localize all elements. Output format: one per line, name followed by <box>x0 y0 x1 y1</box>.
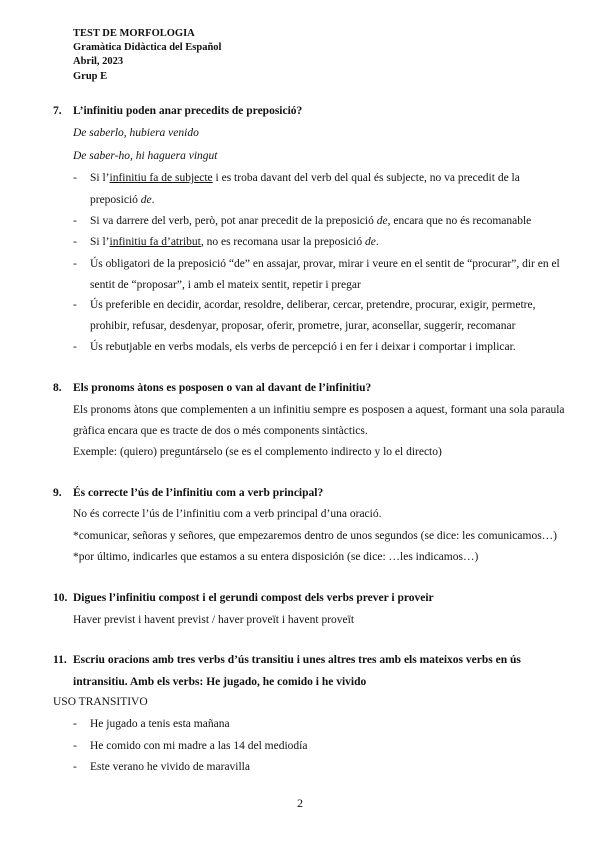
q10-number: 10. <box>53 592 68 604</box>
dash-marker: - <box>73 215 77 227</box>
q9-number: 9. <box>53 487 62 499</box>
q9-example-2: *por último, indicarles que estamos a su entera disposición (se dice: …les indicamos…) <box>73 551 479 563</box>
dash-marker: - <box>73 299 77 311</box>
q8-title: Els pronoms àtons es posposen o van al davant de l’infinitiu? <box>73 382 372 394</box>
header-title: TEST DE MORFOLOGIA <box>73 28 195 39</box>
q9-example-1: *comunicar, señoras y señores, que empezaremos dentro de unos segundos (se dice: les comunicamos…) <box>73 530 557 542</box>
q11-title-line-2: intransitiu. Amb els verbs: He jugado, he comido i he vivido <box>73 676 367 688</box>
document-page: TEST DE MORFOLOGIA Gramàtica Didàctica del Español Abril, 2023 Grup E 7. L’infinitiu poden anar precedits de preposició? De saberlo, hubiera venido De saber-ho, hi haguera vingut - Si l’infinitiu fa de subjecte i es troba davant del verb del qual és subjecte, no va precedit de la preposició de. - Si va darrere del verb, però, pot anar precedit de la preposició de, encara que no és recomanable - Si l’infinitiu fa d’atribut, no es recomana usar la preposició de. - Ús obligatori de la preposició “de” en assajar, provar, mirar i veure en el sentit de “procurar”, dir en el sentit de “proposar”, i amb el mateix sentit, repetir i pregar - Ús preferible en decidir, acordar, resoldre, deliberar, cercar, pretendre, procurar, exigir, permetre, prohibir, refusar, desdenyar, proposar, oferir, prometre, jurar, aconsellar, suggerir, recomanar - Ús rebutjable en verbs modals, els verbs de percepció i en fer i deixar i comportar i implicar. 8. Els pronoms àtons es posposen o van al davant de l’infinitiu? Els pronoms àtons que complementen a un infinitiu sempre es posposen a aquest, formant una sola paraula gràfica encara que es tracte de dos o més components sintàctics. Exemple: (quiero) preguntárselo (se es el complemento indirecto y lo el directo) 9. És correcte l’ús de l’infinitiu com a verb principal? No és correcte l’ús de l’infinitiu com a verb principal d’una oració. *comunicar, señoras y señores, que empezaremos dentro de unos segundos (se dice: les comunicamos…) *por último, indicarles que estamos a su entera disposición (se dice: …les indicamos…) 10. Digues l’infinitiu compost i el gerundi compost dels verbs prever i proveir Haver previst i havent previst / haver proveït i havent proveït 11. Escriu oracions amb tres verbs d’ús transitiu i unes altres tres amb els mateixos verbs en ús intransitiu. Amb els verbs: He jugado, he comido i he vivido USO TRANSITIVO - He jugado a tenis esta mañana - He comido con mi madre a las 14 del mediodía - Este verano he vivido de maravilla 2 <box>0 0 600 848</box>
dash-marker: - <box>73 236 77 248</box>
q11-number: 11. <box>53 654 67 666</box>
page-number: 2 <box>297 796 303 810</box>
dash-marker: - <box>73 258 77 270</box>
q9-title: És correcte l’ús de l’infinitiu com a verb principal? <box>73 487 324 499</box>
q7-link-attribute: infinitiu fa d’atribut <box>109 236 201 248</box>
header-subject: Gramàtica Didàctica del Español <box>73 42 222 54</box>
dash-marker: - <box>73 341 77 353</box>
q11-subheading: USO TRANSITIVO <box>53 696 148 708</box>
q7-number: 7. <box>53 105 62 117</box>
q8-number: 8. <box>53 382 62 394</box>
dash-marker: - <box>73 761 77 773</box>
q11-title-line-1: Escriu oracions amb tres verbs d’ús transitiu i unes altres tres amb els mateixos verbs en ús <box>73 654 521 666</box>
q9-answer-line-1: No és correcte l’ús de l’infinitiu com a verb principal d’una oració. <box>73 508 382 520</box>
q7-example-spanish: De saberlo, hubiera venido <box>73 127 199 139</box>
q10-title: Digues l’infinitiu compost i el gerundi compost dels verbs prever i proveir <box>73 592 434 604</box>
q8-example: Exemple: (quiero) preguntárselo (se es el complemento indirecto y lo el directo) <box>73 446 442 458</box>
dash-marker: - <box>73 718 77 730</box>
q8-answer-line-2: gràfica encara que es tracte de dos o més components sintàctics. <box>73 425 368 437</box>
q7-example-catalan: De saber-ho, hi haguera vingut <box>73 150 218 162</box>
q8-answer-line-1: Els pronoms àtons que complementen a un infinitiu sempre es posposen a aquest, formant una sola paraula <box>73 404 565 416</box>
q7-link-subject: infinitiu fa de subjecte <box>109 172 213 184</box>
q10-answer: Haver previst i havent previst / haver proveït i havent proveït <box>73 614 355 626</box>
dash-marker: - <box>73 740 77 752</box>
document-header <box>73 27 221 84</box>
dash-marker: - <box>73 172 77 184</box>
q7-title: L’infinitiu poden anar precedits de preposició? <box>73 105 303 117</box>
header-date: Abril, 2023 <box>73 56 124 68</box>
header-group: Grup E <box>73 70 108 82</box>
